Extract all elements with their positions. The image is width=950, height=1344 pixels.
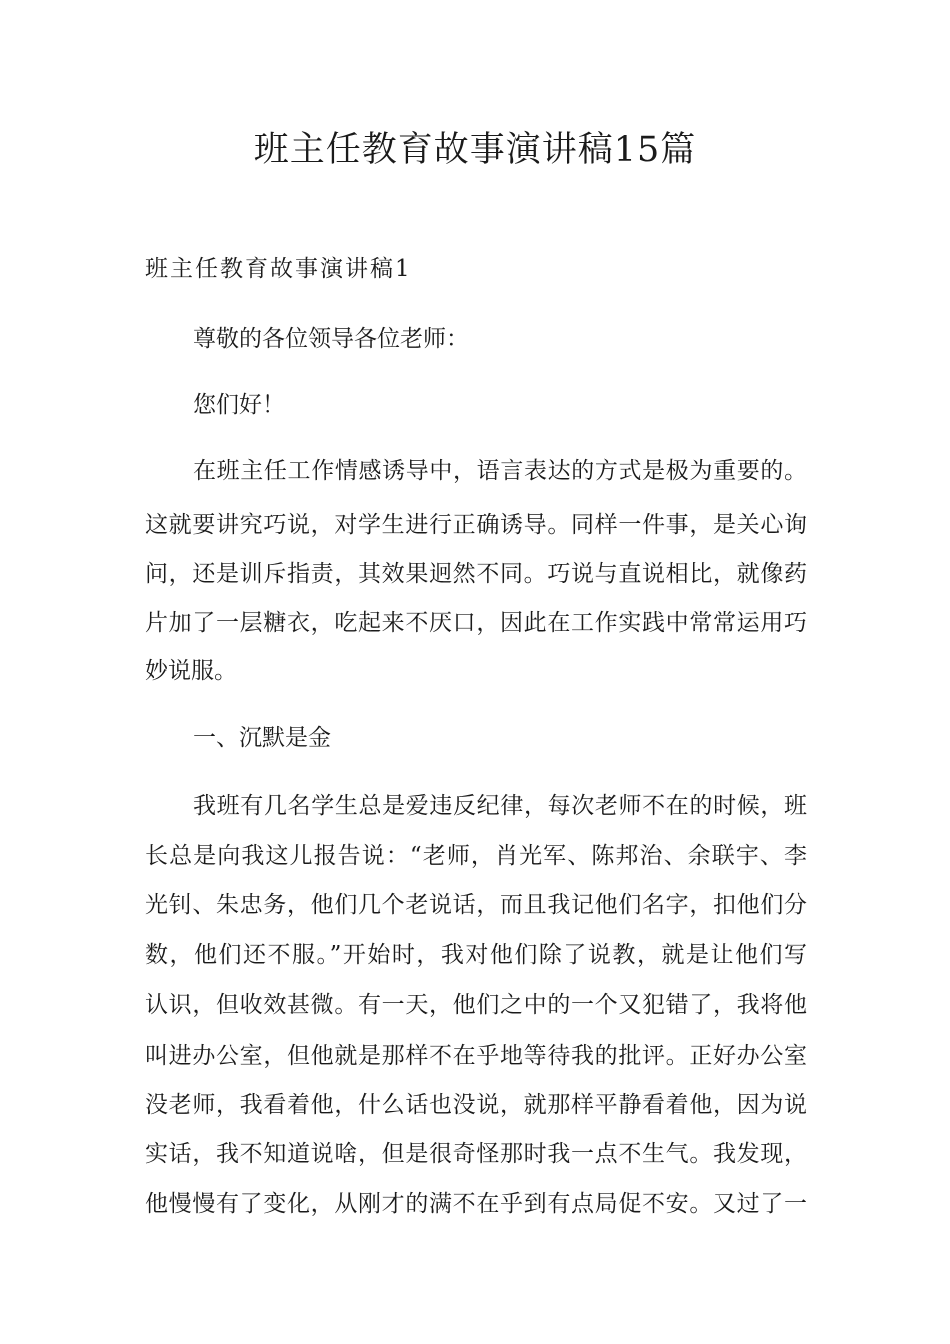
paragraph-line: 叫进办公室，但他就是那样不在乎地等待我的批评。正好办公室 (145, 1043, 807, 1069)
paragraph-line: 长总是向我这儿报告说：“老师，肖光军、陈邦治、余联宇、李 (145, 843, 807, 869)
paragraph-line: 这就要讲究巧说，对学生进行正确诱导。同样一件事，是关心询 (145, 512, 807, 538)
paragraph-line: 问，还是训斥指责，其效果迥然不同。巧说与直说相比，就像药 (145, 561, 807, 587)
section-heading: 班主任教育故事演讲稿1 (145, 256, 412, 282)
greeting: 您们好！ (193, 392, 285, 418)
paragraph-line: 妙说服。 (145, 658, 237, 684)
paragraph-line: 光钊、朱忠务，他们几个老说话，而且我记他们名字，扣他们分 (145, 892, 807, 918)
paragraph-line: 在班主任工作情感诱导中，语言表达的方式是极为重要的。 (193, 458, 807, 484)
paragraph-line: 没老师，我看着他，什么话也没说，就那样平静看着他，因为说 (145, 1092, 807, 1118)
paragraph-line: 我班有几名学生总是爱违反纪律，每次老师不在的时候，班 (193, 793, 807, 819)
paragraph-line: 数，他们还不服。”开始时，我对他们除了说教，就是让他们写 (145, 942, 807, 968)
salutation: 尊敬的各位领导各位老师： (193, 326, 469, 352)
paragraph-line: 实话，我不知道说啥，但是很奇怪那时我一点不生气。我发现， (145, 1141, 807, 1167)
document-title: 班主任教育故事演讲稿15篇 (253, 130, 697, 170)
subheading: 一、沉默是金 (193, 725, 331, 751)
paragraph-line: 片加了一层糖衣，吃起来不厌口，因此在工作实践中常常运用巧 (145, 610, 807, 636)
paragraph-line: 认识，但收效甚微。有一天，他们之中的一个又犯错了，我将他 (145, 992, 807, 1018)
paragraph-line: 他慢慢有了变化，从刚才的满不在乎到有点局促不安。又过了一 (145, 1191, 807, 1217)
